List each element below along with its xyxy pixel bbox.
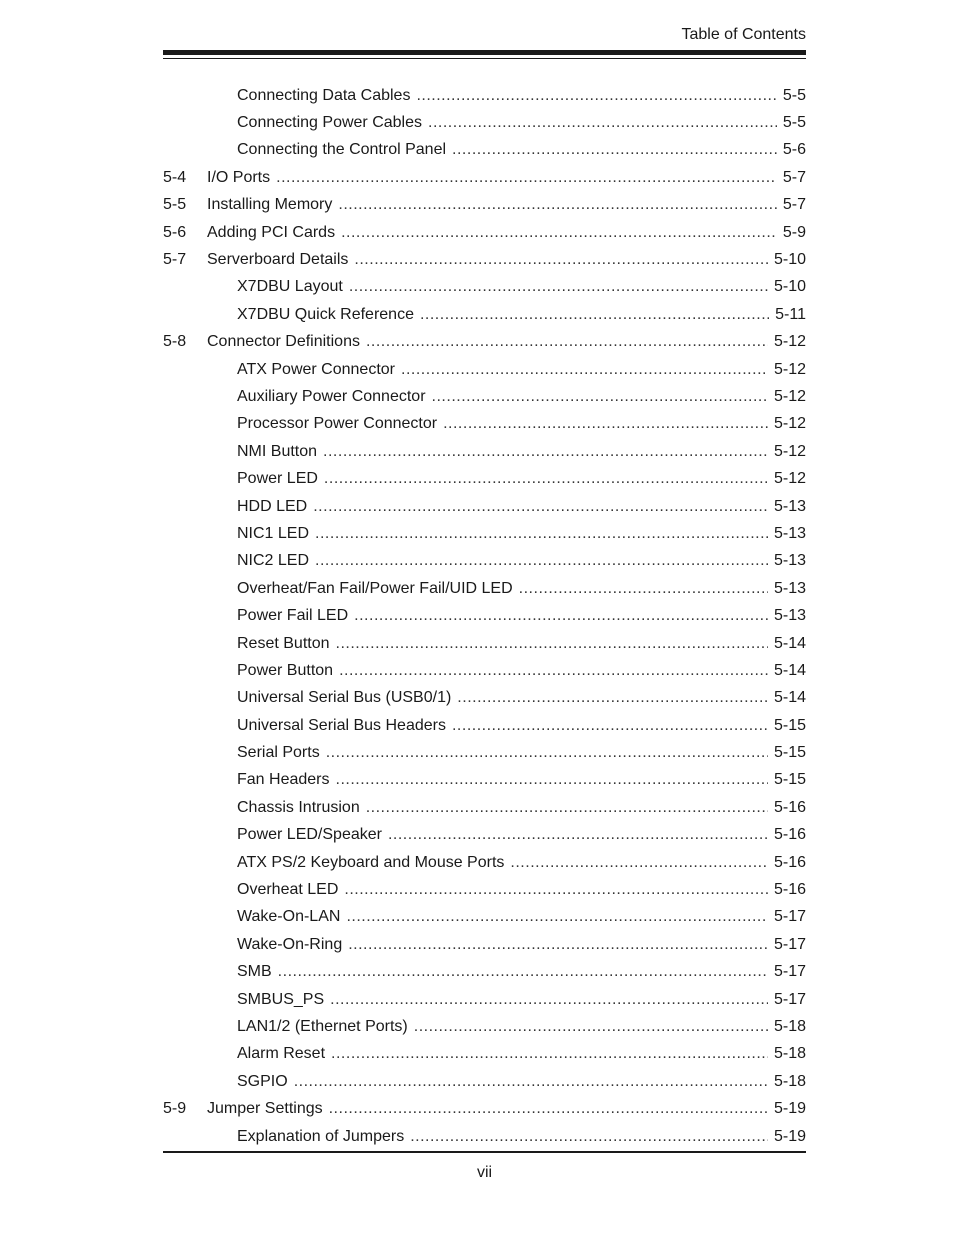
entry-title: LAN1/2 (Ethernet Ports)	[237, 1017, 408, 1035]
dot-leader	[366, 333, 768, 351]
dot-leader	[330, 991, 768, 1009]
dot-leader	[341, 224, 777, 242]
toc-section-entry[interactable]	[163, 329, 806, 356]
page-reference: 5-14	[773, 689, 806, 707]
toc-subentry[interactable]	[163, 712, 806, 739]
toc-subentry[interactable]	[163, 575, 806, 602]
toc-subentry[interactable]	[163, 1041, 806, 1068]
toc-subentry[interactable]	[163, 959, 806, 986]
toc-subentry[interactable]	[163, 822, 806, 849]
dot-leader	[315, 525, 768, 543]
toc-subentry[interactable]	[163, 685, 806, 712]
toc-subentry[interactable]	[163, 876, 806, 903]
dot-leader	[414, 1018, 768, 1036]
toc-subentry[interactable]	[163, 301, 806, 328]
page-reference: 5-17	[773, 963, 806, 981]
toc-subentry[interactable]	[163, 931, 806, 958]
toc-subentry[interactable]	[163, 794, 806, 821]
entry-title: Universal Serial Bus (USB0/1)	[237, 689, 452, 707]
page-reference: 5-13	[773, 607, 806, 625]
toc-section-entry[interactable]	[163, 246, 806, 273]
dot-leader	[428, 114, 777, 132]
entry-title: HDD LED	[237, 497, 308, 515]
entry-title: Chassis Intrusion	[237, 798, 360, 816]
page-reference: 5-10	[773, 278, 806, 296]
dot-leader	[336, 771, 768, 789]
dot-leader	[326, 744, 768, 762]
section-number: 5-4	[163, 168, 187, 186]
page-reference: 5-9	[782, 223, 806, 241]
dot-leader	[510, 854, 768, 872]
entry-title: Alarm Reset	[237, 1045, 326, 1063]
toc-subentry[interactable]	[163, 657, 806, 684]
entry-title: X7DBU Layout	[237, 278, 343, 296]
toc-subentry[interactable]	[163, 137, 806, 164]
toc-subentry[interactable]	[163, 109, 806, 136]
dot-leader	[294, 1073, 768, 1091]
section-number: 5-7	[163, 251, 187, 269]
entry-title: Auxiliary Power Connector	[237, 387, 426, 405]
entry-title: Connector Definitions	[207, 333, 360, 351]
dot-leader	[336, 635, 768, 653]
section-number: 5-6	[163, 223, 187, 241]
page-reference: 5-15	[773, 771, 806, 789]
entry-title: Fan Headers	[237, 771, 330, 789]
entry-title: NIC1 LED	[237, 524, 310, 542]
page-reference: 5-10	[773, 251, 806, 269]
page-reference: 5-13	[773, 524, 806, 542]
page-reference: 5-14	[773, 634, 806, 652]
page-reference: 5-13	[773, 497, 806, 515]
page-reference: 5-19	[773, 1100, 806, 1118]
toc-subentry[interactable]	[163, 356, 806, 383]
dot-leader	[344, 881, 768, 899]
page-reference: 5-19	[773, 1127, 806, 1145]
toc-subentry[interactable]	[163, 1013, 806, 1040]
entry-title: ATX PS/2 Keyboard and Mouse Ports	[237, 853, 505, 871]
toc-section-entry[interactable]	[163, 219, 806, 246]
toc-subentry[interactable]	[163, 767, 806, 794]
dot-leader	[366, 799, 768, 817]
page-reference: 5-7	[782, 168, 806, 186]
dot-leader	[278, 963, 768, 981]
toc-subentry[interactable]	[163, 849, 806, 876]
dot-leader	[324, 470, 768, 488]
toc-subentry[interactable]	[163, 904, 806, 931]
page-reference: 5-16	[773, 826, 806, 844]
dot-leader	[354, 607, 768, 625]
dot-leader	[331, 1045, 768, 1063]
page-reference: 5-5	[782, 86, 806, 104]
entry-title: Serial Ports	[237, 744, 320, 762]
page-reference: 5-5	[782, 114, 806, 132]
entry-title: Wake-On-Ring	[237, 935, 343, 953]
entry-title: Wake-On-LAN	[237, 908, 341, 926]
toc-subentry[interactable]	[163, 986, 806, 1013]
page-reference: 5-13	[773, 579, 806, 597]
dot-leader	[348, 936, 768, 954]
dot-leader	[416, 87, 776, 105]
toc-subentry[interactable]	[163, 520, 806, 547]
page-reference: 5-12	[773, 442, 806, 460]
page-reference: 5-17	[773, 990, 806, 1008]
dot-leader	[354, 251, 768, 269]
page-reference: 5-12	[773, 360, 806, 378]
dot-leader	[443, 415, 768, 433]
dot-leader	[313, 498, 768, 516]
page-reference: 5-13	[773, 552, 806, 570]
dot-leader	[432, 388, 768, 406]
dot-leader	[339, 662, 768, 680]
entry-title: X7DBU Quick Reference	[237, 305, 414, 323]
page-reference: 5-17	[773, 908, 806, 926]
toc-subentry[interactable]	[163, 493, 806, 520]
header-rule-thick	[163, 50, 806, 55]
entry-title: Connecting Power Cables	[237, 114, 422, 132]
entry-title: Power LED	[237, 470, 318, 488]
entry-title: NMI Button	[237, 442, 318, 460]
dot-leader	[519, 580, 768, 598]
page-reference: 5-15	[773, 716, 806, 734]
section-number: 5-8	[163, 333, 187, 351]
page-reference: 5-11	[775, 305, 806, 323]
toc-subentry[interactable]	[163, 548, 806, 575]
page-reference: 5-18	[773, 1072, 806, 1090]
dot-leader	[276, 169, 777, 187]
page-reference: 5-16	[773, 798, 806, 816]
entry-title: Power Fail LED	[237, 607, 349, 625]
page-reference: 5-7	[782, 196, 806, 214]
entry-title: Adding PCI Cards	[207, 223, 336, 241]
dot-leader	[388, 826, 768, 844]
entry-title: Power LED/Speaker	[237, 826, 382, 844]
toc-section-entry[interactable]	[163, 1095, 806, 1122]
entry-title: NIC2 LED	[237, 552, 310, 570]
entry-title: I/O Ports	[207, 168, 271, 186]
toc-subentry[interactable]	[163, 630, 806, 657]
page-reference: 5-16	[773, 881, 806, 899]
page-reference: 5-16	[773, 853, 806, 871]
page-reference: 5-17	[773, 935, 806, 953]
footer-rule	[163, 1151, 806, 1153]
dot-leader	[338, 196, 777, 214]
dot-leader	[457, 689, 768, 707]
entry-title: SMB	[237, 963, 272, 981]
entry-title: SGPIO	[237, 1072, 288, 1090]
toc-subentry[interactable]	[163, 739, 806, 766]
entry-title: Connecting Data Cables	[237, 86, 411, 104]
page-reference: 5-6	[782, 141, 806, 159]
section-number: 5-5	[163, 196, 187, 214]
entry-title: Processor Power Connector	[237, 415, 438, 433]
page-reference: 5-12	[773, 387, 806, 405]
page-reference: 5-12	[773, 415, 806, 433]
toc-subentry[interactable]	[163, 602, 806, 629]
page-reference: 5-18	[773, 1017, 806, 1035]
toc-subentry[interactable]	[163, 1068, 806, 1095]
running-header-title: Table of Contents	[681, 26, 806, 43]
toc-subentry[interactable]	[163, 438, 806, 465]
toc-subentry[interactable]	[163, 274, 806, 301]
toc-subentry[interactable]	[163, 411, 806, 438]
table-of-contents	[163, 82, 806, 1150]
page-number: vii	[476, 1164, 493, 1181]
entry-title: ATX Power Connector	[237, 360, 395, 378]
toc-subentry[interactable]	[163, 82, 806, 109]
page-reference: 5-15	[773, 744, 806, 762]
page-reference: 5-12	[773, 333, 806, 351]
entry-title: Universal Serial Bus Headers	[237, 716, 446, 734]
toc-subentry[interactable]	[163, 383, 806, 410]
entry-title: Power Button	[237, 661, 334, 679]
page-reference: 5-18	[773, 1045, 806, 1063]
page-reference: 5-14	[773, 661, 806, 679]
toc-section-entry[interactable]	[163, 164, 806, 191]
header-rule-thin	[163, 58, 806, 59]
toc-section-entry[interactable]	[163, 192, 806, 219]
dot-leader	[323, 443, 768, 461]
toc-subentry[interactable]	[163, 1123, 806, 1150]
dot-leader	[452, 717, 768, 735]
dot-leader	[346, 908, 768, 926]
entry-title: Explanation of Jumpers	[237, 1127, 405, 1145]
dot-leader	[401, 361, 768, 379]
page-reference: 5-12	[773, 470, 806, 488]
dot-leader	[315, 552, 768, 570]
entry-title: Serverboard Details	[207, 251, 349, 269]
dot-leader	[420, 306, 769, 324]
entry-title: Connecting the Control Panel	[237, 141, 447, 159]
entry-title: SMBUS_PS	[237, 990, 325, 1008]
entry-title: Overheat LED	[237, 881, 339, 899]
entry-title: Installing Memory	[207, 196, 333, 214]
toc-subentry[interactable]	[163, 465, 806, 492]
dot-leader	[410, 1128, 768, 1146]
dot-leader	[452, 141, 777, 159]
dot-leader	[329, 1100, 768, 1118]
entry-title: Reset Button	[237, 634, 330, 652]
dot-leader	[349, 278, 768, 296]
entry-title: Overheat/Fan Fail/Power Fail/UID LED	[237, 579, 513, 597]
entry-title: Jumper Settings	[207, 1100, 323, 1118]
section-number: 5-9	[163, 1100, 187, 1118]
